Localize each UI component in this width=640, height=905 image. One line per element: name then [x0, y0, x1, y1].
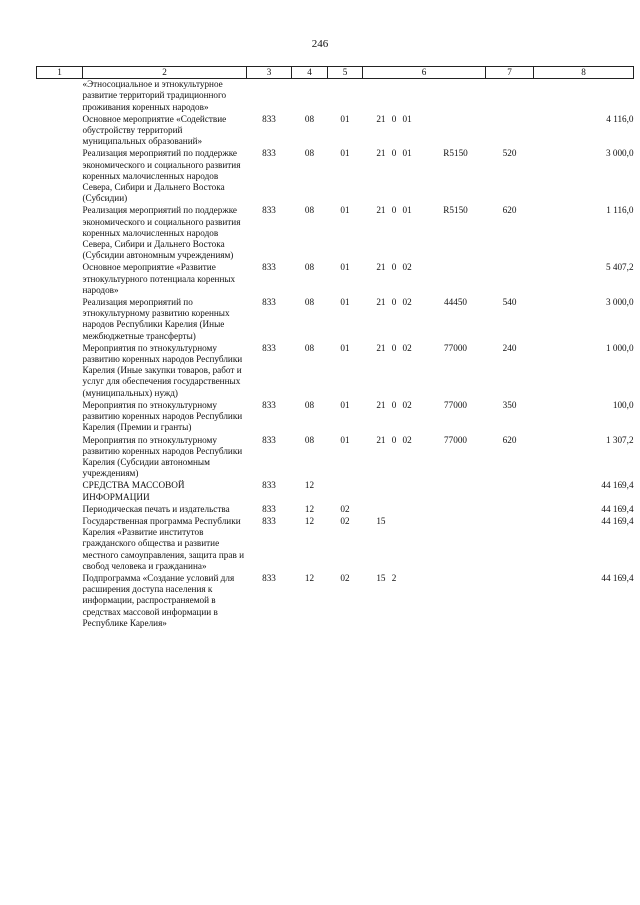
table-row	[37, 343, 634, 400]
cell-grbs: 833	[262, 515, 276, 526]
cell-name: Мероприятия по этнокультурному развитию коренных народов Республики Карелия (Премии и гранты)	[82, 399, 243, 433]
cell-grbs: 833	[262, 148, 276, 159]
cell-target-measure: 01	[402, 205, 412, 216]
header-cell-8: 8	[534, 67, 634, 79]
cell-target-measure: 02	[402, 399, 412, 410]
cell-target-direction: 44450	[444, 297, 467, 308]
cell-target-subprogram	[386, 516, 403, 573]
cell-subsection: 02	[340, 515, 350, 526]
cell-name: Государственная программа Республики Карелия «Развитие институтов гражданского общества и развитие местного самоуправления, защита прав и свобод человека и гражданина»	[82, 515, 245, 571]
table-row	[37, 79, 634, 114]
cell-spacer	[37, 573, 83, 630]
cell-subsection: 01	[340, 205, 350, 216]
cell-target-direction	[426, 504, 486, 516]
cell-target-program: 21	[376, 297, 386, 308]
cell-target-direction	[426, 79, 486, 114]
cell-target-measure	[403, 516, 426, 573]
cell-name: Основное мероприятие «Развитие этнокультурного потенциала коренных народов»	[82, 262, 236, 295]
cell-spacer	[37, 114, 83, 149]
cell-target-program	[363, 79, 386, 114]
cell-amount: 3 000,0	[605, 297, 634, 308]
cell-expense-type	[486, 504, 534, 516]
cell-grbs: 833	[262, 503, 276, 514]
cell-subsection	[328, 79, 363, 114]
cell-subsection: 01	[340, 342, 350, 353]
cell-target-program: 15	[376, 515, 386, 526]
cell-expense-type	[486, 79, 534, 114]
cell-target-program: 21	[376, 399, 386, 410]
cell-name: Подпрограмма «Создание условий для расширения доступа населения к информации, распространяемой в средствах массовой информации в Республике Карелия»	[82, 572, 235, 628]
cell-target-subprogram: 0	[391, 113, 397, 124]
cell-amount: 1 307,2	[605, 434, 634, 445]
cell-target-subprogram: 0	[391, 262, 397, 273]
cell-target-direction: 77000	[444, 399, 467, 410]
cell-section: 08	[304, 342, 315, 353]
table-row	[37, 114, 634, 149]
cell-name: «Этносоциальное и этнокультурное развитие территорий традиционного проживания коренных народов»	[82, 79, 227, 112]
cell-target-program: 21	[376, 205, 386, 216]
cell-expense-type	[486, 516, 534, 573]
cell-spacer	[37, 400, 83, 435]
cell-spacer	[37, 480, 83, 503]
cell-name: Мероприятия по этнокультурному развитию коренных народов Республики Карелия (Иные закупки товаров, работ и услуг для обеспечения государственных (муниципальных) нужд)	[82, 342, 243, 398]
cell-amount: 3 000,0	[605, 148, 634, 159]
cell-expense-type: 620	[502, 205, 517, 216]
cell-target-direction: R5150	[443, 148, 468, 159]
cell-target-direction	[426, 516, 486, 573]
header-cell-7: 7	[486, 67, 534, 79]
cell-subsection: 01	[340, 113, 350, 124]
cell-subsection: 01	[340, 399, 350, 410]
cell-target-program: 21	[376, 342, 386, 353]
cell-expense-type: 240	[502, 342, 517, 353]
cell-section: 08	[304, 297, 315, 308]
cell-grbs: 833	[262, 342, 276, 353]
cell-target-measure: 02	[402, 342, 412, 353]
budget-table	[36, 66, 634, 630]
header-cell-5: 5	[328, 67, 363, 79]
cell-spacer	[37, 205, 83, 262]
cell-spacer	[37, 297, 83, 343]
cell-target-direction	[426, 262, 486, 297]
cell-amount: 44 169,4	[601, 515, 634, 526]
cell-spacer	[37, 516, 83, 573]
table-row	[37, 400, 634, 435]
page-number: 246	[311, 38, 329, 50]
cell-target-measure	[403, 504, 426, 516]
header-cell-1: 1	[37, 67, 83, 79]
cell-spacer	[37, 435, 83, 481]
table-row	[37, 205, 634, 262]
cell-name: Реализация мероприятий по поддержке экономического и социального развития коренных малочисленных народов Севера, Сибири и Дальнего Востока (Субсидии)	[82, 148, 241, 204]
cell-target-subprogram: 0	[391, 399, 397, 410]
cell-target-direction: R5150	[443, 205, 468, 216]
cell-name: Основное мероприятие «Содействие обустройству территорий муниципальных образований»	[82, 113, 227, 147]
cell-expense-type	[486, 573, 534, 630]
cell-name: Периодическая печать и издательства	[82, 503, 230, 514]
cell-grbs: 833	[262, 297, 276, 308]
cell-target-subprogram: 0	[391, 205, 397, 216]
cell-subsection: 01	[340, 262, 350, 273]
cell-target-direction: 77000	[444, 342, 467, 353]
cell-grbs: 833	[262, 572, 276, 583]
cell-target-measure: 02	[402, 262, 412, 273]
cell-amount	[534, 79, 634, 114]
cell-grbs: 833	[262, 399, 276, 410]
cell-section: 12	[304, 480, 315, 491]
cell-section: 08	[304, 434, 315, 445]
cell-spacer	[37, 148, 83, 205]
cell-name: Реализация мероприятий по поддержке экономического и социального развития коренных малочисленных народов Севера, Сибири и Дальнего Востока (Субсидии автономным учреждениям)	[82, 205, 241, 261]
cell-target-measure	[403, 480, 426, 503]
cell-grbs: 833	[262, 205, 276, 216]
cell-target-direction	[426, 480, 486, 503]
cell-target-program	[363, 480, 386, 503]
table-row	[37, 435, 634, 481]
cell-expense-type	[486, 114, 534, 149]
cell-amount: 44 169,4	[601, 503, 634, 514]
cell-target-measure: 02	[402, 434, 412, 445]
cell-grbs: 833	[262, 434, 276, 445]
cell-amount: 1 000,0	[605, 342, 634, 353]
cell-subsection: 02	[340, 503, 350, 514]
cell-target-program: 21	[376, 113, 386, 124]
cell-target-subprogram: 0	[391, 434, 397, 445]
cell-spacer	[37, 79, 83, 114]
cell-section	[292, 79, 328, 114]
cell-expense-type: 350	[502, 399, 517, 410]
cell-spacer	[37, 343, 83, 400]
cell-section: 08	[304, 148, 315, 159]
cell-section: 08	[304, 113, 315, 124]
cell-section: 08	[304, 205, 315, 216]
cell-grbs: 833	[262, 113, 276, 124]
cell-amount: 44 169,4	[601, 480, 634, 491]
header-cell-3: 3	[247, 67, 292, 79]
cell-target-direction	[426, 114, 486, 149]
cell-target-subprogram	[386, 504, 403, 516]
cell-target-program: 21	[376, 148, 386, 159]
cell-target-subprogram: 0	[391, 297, 397, 308]
cell-target-measure: 01	[402, 113, 412, 124]
cell-expense-type: 520	[502, 148, 517, 159]
cell-expense-type	[486, 262, 534, 297]
header-cell-4: 4	[292, 67, 328, 79]
table-body	[37, 79, 634, 630]
cell-grbs	[247, 79, 292, 114]
cell-section: 08	[304, 262, 315, 273]
cell-expense-type: 620	[502, 434, 517, 445]
cell-subsection	[328, 480, 363, 503]
cell-target-measure	[403, 79, 426, 114]
cell-target-subprogram	[386, 79, 403, 114]
cell-target-subprogram: 0	[391, 148, 397, 159]
cell-name: Реализация мероприятий по этнокультурному развитию коренных народов Республики Карелия (Иные межбюджетные трансферты)	[82, 297, 230, 341]
cell-target-program	[363, 504, 386, 516]
table-row	[37, 516, 634, 573]
cell-target-measure: 01	[402, 148, 412, 159]
cell-amount: 4 116,0	[606, 113, 634, 124]
cell-target-program: 21	[376, 262, 386, 273]
cell-section: 12	[304, 515, 315, 526]
table-row	[37, 480, 634, 503]
cell-section: 12	[304, 572, 315, 583]
cell-amount: 1 116,0	[606, 205, 634, 216]
cell-grbs: 833	[262, 262, 276, 273]
cell-expense-type	[486, 480, 534, 503]
header-cell-2: 2	[83, 67, 247, 79]
cell-target-direction	[426, 573, 486, 630]
cell-target-program: 15	[376, 572, 386, 583]
header-cell-6: 6	[363, 67, 486, 79]
cell-spacer	[37, 504, 83, 516]
cell-amount: 44 169,4	[601, 572, 634, 583]
cell-target-subprogram: 2	[391, 572, 397, 583]
cell-section: 08	[304, 399, 315, 410]
table-row	[37, 573, 634, 630]
cell-subsection: 01	[340, 434, 350, 445]
cell-section: 12	[304, 503, 315, 514]
cell-name: Мероприятия по этнокультурному развитию коренных народов Республики Карелия (Субсидии автономным учреждениям)	[82, 434, 243, 479]
cell-expense-type: 540	[502, 297, 517, 308]
cell-subsection: 01	[340, 148, 350, 159]
cell-target-measure: 02	[402, 297, 412, 308]
cell-amount: 5 407,2	[605, 262, 634, 273]
cell-target-measure	[403, 573, 426, 630]
cell-target-subprogram	[386, 480, 403, 503]
cell-amount: 100,0	[612, 399, 634, 410]
cell-target-direction: 77000	[444, 434, 467, 445]
cell-subsection: 02	[340, 572, 350, 583]
cell-grbs: 833	[262, 480, 276, 491]
cell-name: СРЕДСТВА МАССОВОЙ ИНФОРМАЦИИ	[82, 480, 185, 502]
table-row	[37, 148, 634, 205]
table-row	[37, 297, 634, 343]
table-row	[37, 504, 634, 516]
cell-target-program: 21	[376, 434, 386, 445]
cell-target-subprogram: 0	[391, 342, 397, 353]
cell-subsection: 01	[340, 297, 350, 308]
header-row	[37, 67, 634, 79]
table-row	[37, 262, 634, 297]
cell-spacer	[37, 262, 83, 297]
